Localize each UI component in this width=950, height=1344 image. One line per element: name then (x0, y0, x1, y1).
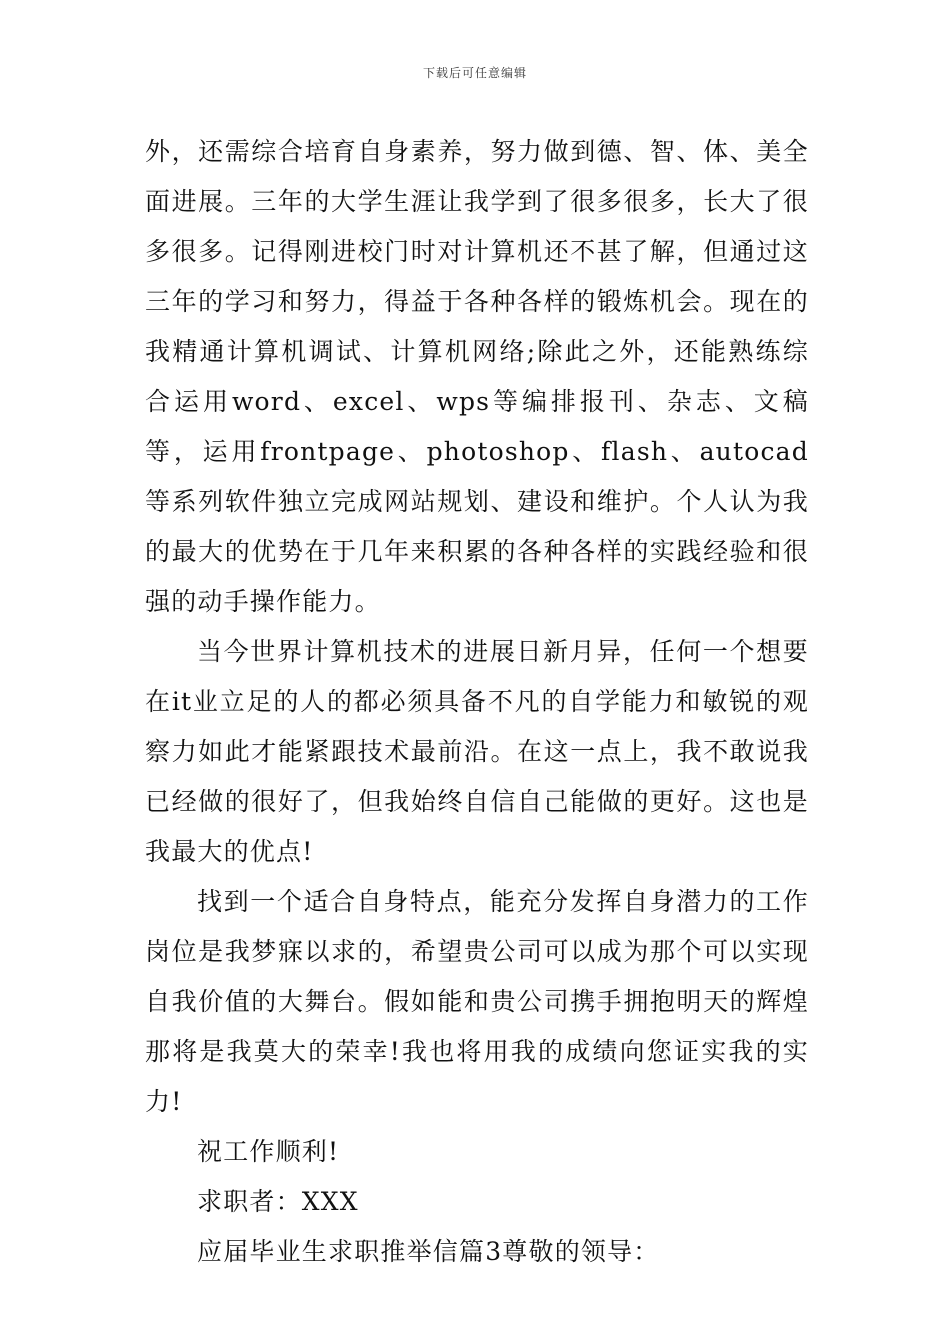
closing-wish: 祝工作顺利! (197, 1137, 340, 1166)
paragraph-skills: 外，还需综合培育自身素养，努力做到德、智、体、美全面进展。三年的大学生涯让我学到了很多很多，长大了很多很多。记得刚进校门时对计算机还不甚了解，但通过这三年的学习和努力，得益于各种各样的锻炼机会。现在的我精通计算机调试、计算机网络;除此之外，还能熟练综合运用word、excel、wps等编排报刊、杂志、文稿等，运用frontpage、photoshop、flash、autocad等系列软件独立完成网站规划、建设和维护。个人认为我的最大的优势在于几年来积累的各种各样的实践经验和很强的动手操作能力。 (145, 137, 809, 616)
paragraph-learning: 当今世界计算机技术的进展日新月异，任何一个想要在it业立足的人的都必须具备不凡的自学能力和敏锐的观察力如此才能紧跟技术最前沿。在这一点上，我不敢说我已经做的很好了，但我始终自信自己能做的更好。这也是我最大的优点! (145, 637, 809, 866)
paragraph-aspiration: 找到一个适合自身特点，能充分发挥自身潜力的工作岗位是我梦寐以求的，希望贵公司可以成为那个可以实现自我价值的大舞台。假如能和贵公司携手拥抱明天的辉煌那将是我莫大的荣幸!我也将用我的成绩向您证实我的实力! (145, 887, 809, 1116)
letter-body (145, 127, 809, 1277)
page-header: 下载后可任意编辑 (422, 66, 527, 80)
next-letter-heading: 应届毕业生求职推举信篇3尊敬的领导： (197, 1237, 660, 1266)
signature-line: 求职者：XXX (197, 1187, 359, 1216)
